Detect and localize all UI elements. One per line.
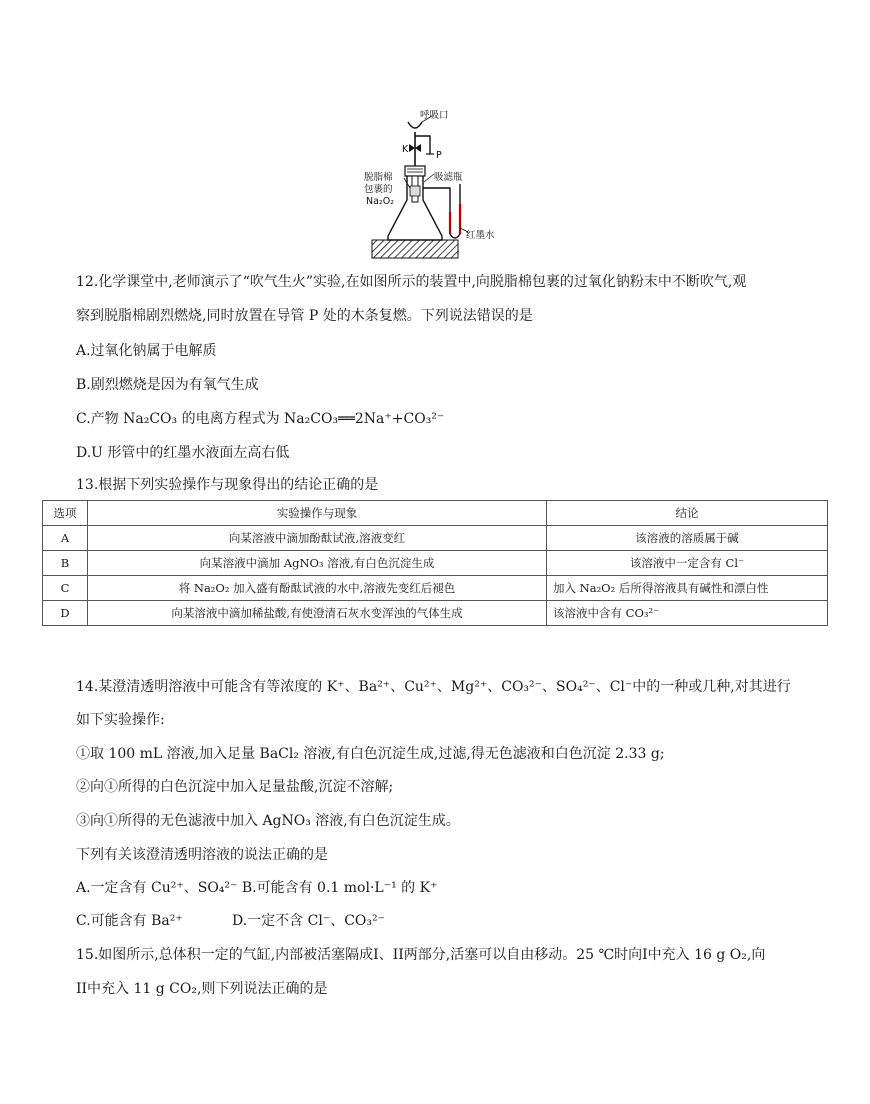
q13-stem: 13.根据下列实验操作与现象得出的结论正确的是 — [76, 477, 379, 493]
row-operation: 将 Na₂O₂ 加入盛有酚酞试液的水中,溶液先变红后褪色 — [88, 576, 547, 601]
apparatus-diagram — [360, 108, 510, 268]
row-option: C — [43, 576, 88, 601]
breath-port-label: 呼吸口 — [420, 110, 449, 121]
header-option: 选项 — [43, 501, 88, 526]
row-option: B — [43, 551, 88, 576]
q14-step-3: ③向①所得的无色滤液中加入 AgNO₃ 溶液,有白色沉淀生成。 — [76, 813, 460, 829]
row-option: A — [43, 526, 88, 551]
wrapped-label: 包裹的 — [364, 184, 393, 195]
q12-option-b: B.剧烈燃烧是因为有氧气生成 — [76, 377, 259, 393]
row-operation: 向某溶液中滴加 AgNO₃ 溶液,有白色沉淀生成 — [88, 551, 547, 576]
row-operation: 向某溶液中滴加稀盐酸,有使澄清石灰水变浑浊的气体生成 — [88, 601, 547, 626]
table-row — [43, 526, 828, 551]
q12-stem-line2: 察到脱脂棉剧烈燃烧,同时放置在导管 P 处的木条复燃。下列说法错误的是 — [76, 308, 533, 324]
header-operation: 实验操作与现象 — [88, 501, 547, 526]
header-conclusion: 结论 — [547, 501, 828, 526]
row-conclusion: 该溶液中含有 CO₃²⁻ — [547, 601, 828, 626]
q12-option-d: D.U 形管中的红墨水液面左高右低 — [76, 445, 290, 461]
table-header-row — [43, 501, 828, 526]
q14-option-d: D.一定不含 Cl⁻、CO₃²⁻ — [232, 913, 386, 929]
cotton-label: 脱脂棉 — [364, 172, 393, 183]
q12-option-a: A.过氧化钠属于电解质 — [76, 343, 217, 359]
table-row — [43, 576, 828, 601]
q14-step-1: ①取 100 mL 溶液,加入足量 BaCl₂ 溶液,有白色沉淀生成,过滤,得无色滤液和白色沉淀 2.33 g; — [76, 746, 665, 762]
red-ink-label: 红墨水 — [466, 230, 495, 241]
q14-options-ab: A.一定含有 Cu²⁺、SO₄²⁻ B.可能含有 0.1 mol·L⁻¹ 的 K⁺ — [76, 880, 438, 896]
row-conclusion: 加入 Na₂O₂ 后所得溶液具有碱性和漂白性 — [547, 576, 828, 601]
q12-stem-line1: 12.化学课堂中,老师演示了“吹气生火”实验,在如图所示的装置中,向脱脂棉包裹的过氧化钠粉末中不断吹气,观 — [76, 274, 747, 290]
table-row — [43, 601, 828, 626]
row-operation: 向某溶液中滴加酚酞试液,溶液变红 — [88, 526, 547, 551]
q12-option-c: C.产物 Na₂CO₃ 的电离方程式为 Na₂CO₃══2Na⁺+CO₃²⁻ — [76, 411, 445, 427]
flask-label: 吸滤瓶 — [434, 172, 463, 183]
tube-p-label: P — [436, 150, 442, 161]
q15-stem-line1: 15.如图所示,总体积一定的气缸,内部被活塞隔成I、II两部分,活塞可以自由移动。25 ℃时向I中充入 16 g O₂,向 — [76, 947, 766, 963]
row-option: D — [43, 601, 88, 626]
valve-k-label: K — [402, 144, 409, 155]
q14-stem-line2: 如下实验操作: — [76, 712, 165, 728]
q15-stem-line2: II中充入 11 g CO₂,则下列说法正确的是 — [76, 981, 328, 997]
row-conclusion: 该溶液中一定含有 Cl⁻ — [547, 551, 828, 576]
q14-stem-line1: 14.某澄清透明溶液中可能含有等浓度的 K⁺、Ba²⁺、Cu²⁺、Mg²⁺、CO₃²⁻、SO₄²⁻、Cl⁻中的一种或几种,对其进行 — [76, 679, 791, 695]
q14-option-c: C.可能含有 Ba²⁺ — [76, 913, 183, 929]
q14-ask: 下列有关该澄清透明溶液的说法正确的是 — [76, 847, 328, 863]
na2o2-label: Na₂O₂ — [366, 196, 395, 207]
q13-table — [42, 500, 828, 626]
table-row — [43, 551, 828, 576]
q14-step-2: ②向①所得的白色沉淀中加入足量盐酸,沉淀不溶解; — [76, 779, 394, 795]
row-conclusion: 该溶液的溶质属于碱 — [547, 526, 828, 551]
